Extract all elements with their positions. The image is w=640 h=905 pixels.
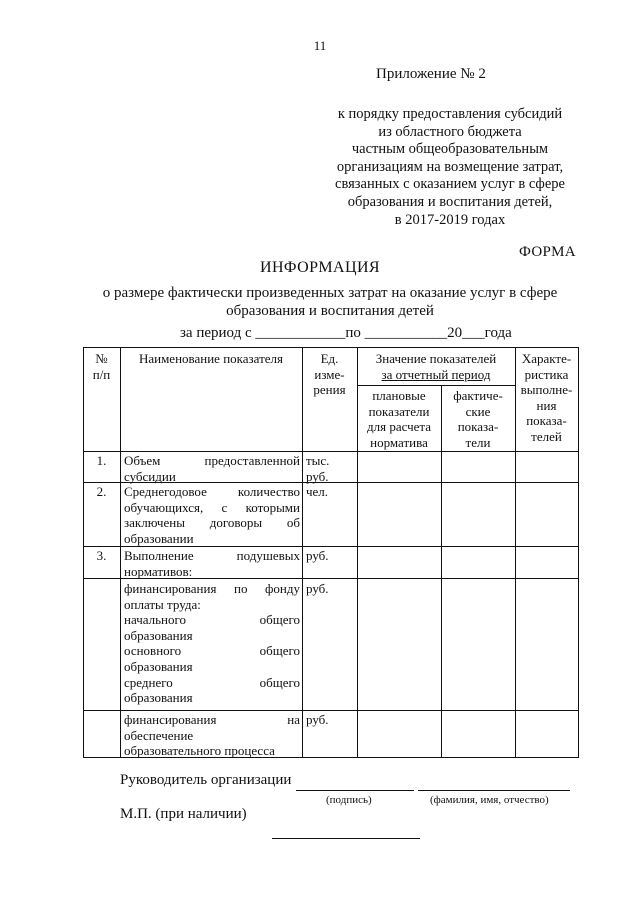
row-1-name: Объем предоставленной субсидии: [124, 453, 300, 484]
row-1-unit: тыс. руб.: [306, 453, 330, 484]
row-2-unit: чел.: [306, 484, 329, 499]
header-actual: фактиче- ские показа- тели: [453, 388, 503, 450]
header-value-group: Значение показателей за отчетный период: [375, 351, 497, 382]
period-line: за период с ____________по ___________20___года: [180, 325, 512, 341]
preamble-line: из областного бюджета: [378, 123, 522, 140]
row-3-unit: руб.: [306, 548, 329, 563]
row-4-unit: руб.: [306, 581, 329, 596]
row-5-unit: руб.: [306, 712, 329, 727]
preamble-line: в 2017-2019 годах: [394, 211, 506, 228]
subtitle-line: о размере фактически произведенных затрат на оказание услуг в сфере: [102, 285, 558, 301]
header-unit: Ед. изме- рения: [313, 351, 346, 398]
header-name: Наименование показателя: [138, 351, 284, 366]
page-number: 11: [313, 38, 327, 53]
form-label: ФОРМА: [519, 244, 576, 260]
signature-line: [296, 790, 414, 791]
preamble-line: организациям на возмещение затрат,: [336, 158, 564, 175]
header-planned: плановые показатели для расчета норматива: [366, 388, 432, 450]
row-2-num: 2.: [96, 484, 107, 499]
signature-caption: (подпись): [326, 794, 372, 806]
row-2-name: Среднегодовое количество обучающихся, с которыми заключены договоры об образовании: [124, 484, 300, 546]
header-num: № п/п: [92, 351, 111, 382]
subtitle-line: образования и воспитания детей: [226, 302, 434, 319]
name-caption: (фамилия, имя, отчество): [430, 794, 549, 806]
row-4-name: финансирования по фонду оплаты труда: начального общего образования основного общего образования среднего общего образования: [124, 581, 300, 706]
preamble-line: связанных с оказанием услуг в сфере: [335, 176, 565, 193]
stamp-label: М.П. (при наличии): [120, 806, 247, 822]
header-characteristic: Характе- ристика выполне- ния показа- телей: [520, 351, 573, 444]
appendix-label: Приложение № 2: [376, 66, 486, 82]
preamble-line: частным общеобразовательным: [351, 141, 549, 158]
stamp-line: [272, 838, 420, 839]
row-1-num: 1.: [96, 453, 107, 468]
row-3-name: Выполнение подушевых нормативов:: [124, 548, 300, 579]
row-3-num: 3.: [96, 548, 107, 563]
signature-label: Руководитель организации: [120, 772, 292, 788]
name-line: [418, 790, 570, 791]
row-5-name: финансирования на обеспечение образовательного процесса: [124, 712, 300, 759]
document-title: ИНФОРМАЦИЯ: [260, 259, 380, 276]
preamble-line: образования и воспитания детей,: [347, 193, 553, 210]
preamble-line: к порядку предоставления субсидий: [337, 106, 563, 122]
